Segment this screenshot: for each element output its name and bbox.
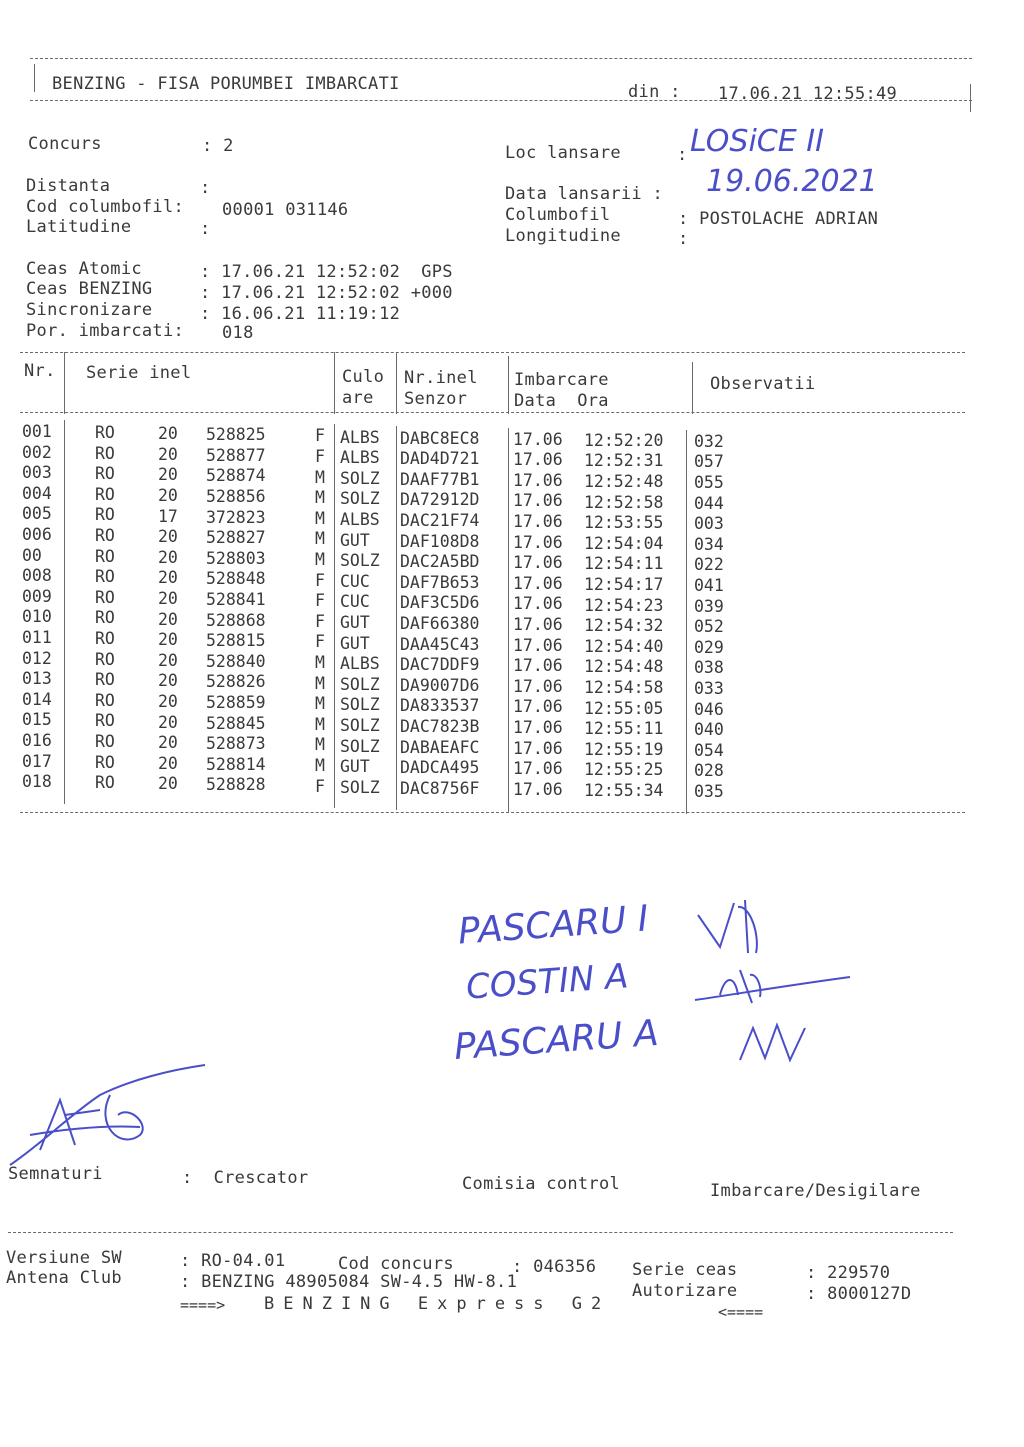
cell-nr: 012 [22, 648, 52, 668]
cell-tara: RO [95, 443, 115, 463]
cell-inel: 372823 [206, 507, 266, 527]
cell-an: 20 [158, 691, 178, 711]
cell-ora: 12:54:23 [584, 595, 664, 615]
header-culoare-1: Culo [342, 367, 385, 387]
cell-culoare: ALBS [340, 654, 380, 674]
cell-data: 17.06 [513, 759, 563, 779]
cell-tara: RO [95, 423, 115, 443]
cell-culoare: SOLZ [340, 695, 380, 715]
cell-an: 20 [158, 733, 178, 753]
header-senzor: Senzor [404, 389, 468, 409]
antena-club-label: Antena Club [6, 1268, 122, 1288]
cell-observatii: 033 [694, 679, 724, 699]
cell-data: 17.06 [513, 656, 563, 676]
cell-an: 20 [158, 650, 178, 670]
cell-data: 17.06 [513, 676, 563, 696]
header-serie-inel: Serie inel [86, 363, 192, 383]
cell-data: 17.06 [513, 779, 563, 799]
cell-sex: M [315, 508, 325, 528]
header-top-rule [30, 58, 972, 59]
signature-scribble-right-1 [690, 895, 780, 955]
cell-data: 17.06 [513, 450, 563, 470]
cell-data: 17.06 [513, 532, 563, 552]
sincronizare-label: Sincronizare [26, 300, 153, 320]
cell-culoare: SOLZ [340, 674, 380, 694]
cell-an: 20 [158, 712, 178, 732]
cell-inel: 528848 [206, 569, 266, 589]
cell-nr: 013 [22, 669, 52, 689]
cell-inel: 528827 [206, 528, 266, 548]
comisia-control-label: Comisia control [462, 1174, 621, 1194]
cell-nr: 018 [22, 772, 52, 792]
cell-nr: 016 [22, 731, 52, 750]
cell-nr: 014 [22, 689, 52, 709]
cell-ora: 12:54:17 [584, 574, 664, 594]
distanta-label: Distanta [26, 176, 111, 196]
cell-nr: 008 [22, 566, 52, 586]
cell-an: 20 [158, 609, 178, 629]
cell-observatii: 044 [694, 493, 724, 513]
cell-senzor: DA9007D6 [400, 675, 480, 695]
cell-nr: 011 [22, 628, 52, 647]
cell-sex: F [315, 426, 325, 446]
cell-nr: 005 [22, 504, 52, 524]
data-lansarii-label: Data lansarii : [505, 184, 664, 204]
header-bottom-rule [30, 100, 972, 101]
cell-observatii: 052 [694, 617, 724, 637]
cell-ora: 12:55:05 [584, 698, 664, 718]
cell-senzor: DA833537 [400, 696, 480, 716]
cell-ora: 12:53:55 [584, 513, 664, 533]
cell-ora: 12:54:32 [584, 616, 664, 636]
cell-ora: 12:55:19 [584, 739, 664, 759]
table-row [0, 648, 1024, 678]
cell-an: 20 [158, 774, 178, 794]
cell-sex: M [315, 755, 325, 775]
cell-senzor: DAAF77B1 [400, 469, 480, 489]
cell-culoare: GUT [340, 612, 370, 632]
header-data-ora: Data Ora [514, 391, 609, 411]
table-row [0, 422, 1024, 451]
latitudine-label: Latitudine [26, 217, 132, 237]
cell-sex: F [315, 570, 325, 590]
cell-inel: 528826 [206, 672, 266, 692]
cell-sex: M [315, 694, 325, 714]
cell-senzor: DABC8EC8 [400, 428, 480, 448]
cell-an: 17 [158, 506, 178, 526]
cell-senzor: DAF7B653 [400, 572, 480, 592]
header-left-bar [34, 64, 35, 92]
concurs-value: : 2 [202, 136, 234, 156]
latitudine-value: : [200, 219, 211, 239]
table-row [0, 525, 1024, 554]
autorizare-label: Autorizare [632, 1281, 738, 1301]
cell-tara: RO [95, 567, 115, 587]
cell-culoare: ALBS [340, 509, 380, 529]
cell-nr: 003 [22, 463, 52, 483]
data-lansarii-handwritten: 19.06.2021 [706, 164, 878, 199]
cell-senzor: DAF108D8 [400, 531, 480, 551]
signature-scribble-right-2 [690, 955, 860, 1015]
table-bottom-rule [20, 812, 965, 813]
cell-senzor: DAC7DDF9 [400, 655, 480, 675]
concurs-label: Concurs [28, 134, 102, 154]
table-row [0, 772, 1024, 802]
longitudine-value: : [678, 229, 689, 249]
cell-culoare: SOLZ [340, 489, 380, 509]
cell-inel: 528845 [206, 713, 266, 733]
por-imbarcati-value: 018 [222, 323, 254, 343]
cell-observatii: 040 [694, 720, 724, 740]
cell-tara: RO [95, 711, 115, 731]
table-row [0, 442, 1024, 472]
serie-ceas-value: : 229570 [806, 1263, 891, 1283]
cell-data: 17.06 [513, 718, 563, 738]
imbarcare-desigilare-label: Imbarcare/Desigilare [710, 1181, 921, 1201]
cell-ora: 12:54:48 [584, 657, 664, 677]
cell-an: 20 [158, 485, 178, 505]
cell-senzor: DAC2A5BD [400, 552, 480, 572]
cell-culoare: GUT [340, 633, 370, 653]
header-nr: Nr. [24, 361, 56, 381]
cell-senzor: DAC7823B [400, 716, 480, 736]
cell-an: 20 [158, 444, 178, 464]
loc-lansare-label: Loc lansare [505, 143, 621, 163]
cell-culoare: CUC [340, 571, 370, 591]
cell-tara: RO [95, 526, 115, 546]
cell-data: 17.06 [513, 697, 563, 717]
cell-an: 20 [158, 630, 178, 650]
ceas-atomic-label: Ceas Atomic [26, 259, 142, 279]
cell-data: 17.06 [513, 573, 563, 593]
cell-nr: 009 [22, 586, 52, 606]
cell-inel: 528868 [206, 610, 266, 630]
cell-observatii: 046 [694, 699, 724, 719]
header-nr-inel: Nr.inel [404, 368, 478, 388]
cell-inel: 528840 [206, 651, 266, 671]
signature-scribble-left [0, 1055, 220, 1175]
cell-tara: RO [95, 505, 115, 525]
header-imbarcare: Imbarcare [514, 370, 609, 390]
distanta-value: : [200, 178, 211, 198]
cod-columbofil-value: 00001 031146 [222, 200, 349, 220]
cell-tara: RO [95, 546, 115, 566]
cod-concurs-value: : 046356 [512, 1257, 597, 1277]
header-right-bar [970, 84, 971, 112]
loc-lansare-handwritten: LOSiCE II [690, 124, 824, 159]
table-header-divider [692, 362, 693, 414]
cell-observatii: 003 [694, 514, 724, 534]
cell-an: 20 [158, 527, 178, 547]
cell-culoare: SOLZ [340, 715, 380, 735]
table-row [0, 607, 1024, 637]
signature-scribble-right-3 [735, 1010, 815, 1070]
table-header-divider [508, 356, 509, 414]
crescator-label: : Crescator [182, 1168, 309, 1188]
cell-observatii: 054 [694, 740, 724, 760]
cod-concurs-label: Cod concurs [338, 1254, 454, 1274]
cell-culoare: ALBS [340, 448, 380, 468]
header-culoare-2: are [342, 388, 374, 408]
cell-ora: 12:52:58 [584, 492, 664, 512]
cell-sex: M [315, 735, 325, 755]
cell-data: 17.06 [513, 738, 563, 758]
cell-nr: 017 [22, 751, 52, 771]
cell-data: 17.06 [513, 553, 563, 573]
ceas-benzing-label: Ceas BENZING [26, 279, 153, 299]
cell-sex: M [315, 529, 325, 549]
cell-culoare: CUC [340, 592, 370, 612]
table-row [0, 731, 1024, 760]
cell-inel: 528877 [206, 445, 266, 465]
cell-sex: F [315, 776, 325, 796]
cell-inel: 528856 [206, 487, 266, 507]
cell-ora: 12:55:34 [584, 780, 664, 800]
cell-data: 17.06 [513, 635, 563, 655]
cell-sex: M [315, 652, 325, 672]
cell-inel: 528873 [206, 734, 266, 754]
cell-senzor: DABAEAFC [400, 737, 480, 757]
cell-data: 17.06 [513, 470, 563, 490]
cell-sex: F [315, 446, 325, 466]
cell-senzor: DAF3C5D6 [400, 593, 480, 613]
cell-observatii: 032 [694, 431, 724, 451]
cell-nr: 002 [22, 442, 52, 462]
cell-ora: 12:54:58 [584, 677, 664, 697]
cell-observatii: 038 [694, 658, 724, 678]
cell-an: 20 [158, 465, 178, 485]
table-header-rule [20, 412, 965, 413]
cell-observatii: 055 [694, 473, 724, 493]
cell-nr: 015 [22, 710, 52, 730]
cell-inel: 528841 [206, 590, 266, 610]
express-right-arrow: <==== [718, 1303, 764, 1321]
cell-senzor: DAF66380 [400, 613, 480, 633]
ceas-benzing-value: : 17.06.21 12:52:02 +000 [200, 283, 453, 303]
cell-tara: RO [95, 608, 115, 628]
cell-observatii: 039 [694, 596, 724, 616]
cell-an: 20 [158, 547, 178, 567]
handwritten-name-1: PASCARU I [456, 898, 650, 953]
table-row [0, 710, 1024, 740]
semnaturi-label: Semnaturi [8, 1164, 103, 1184]
cell-an: 20 [158, 568, 178, 588]
din-value: 17.06.21 12:55:49 [718, 84, 898, 104]
cell-tara: RO [95, 752, 115, 772]
table-header-divider [334, 352, 335, 414]
cell-data: 17.06 [513, 491, 563, 511]
por-imbarcati-label: Por. imbarcati: [26, 321, 185, 341]
cell-observatii: 029 [694, 637, 724, 657]
cell-sex: F [315, 632, 325, 652]
cell-inel: 528815 [206, 631, 266, 651]
cell-ora: 12:55:25 [584, 760, 664, 780]
cell-inel: 528828 [206, 775, 266, 795]
cell-culoare: SOLZ [340, 736, 380, 756]
cell-tara: RO [95, 732, 115, 752]
autorizare-value: : 8000127D [806, 1284, 912, 1304]
cell-senzor: DADCA495 [400, 758, 480, 778]
cell-inel: 528803 [206, 548, 266, 568]
cell-sex: M [315, 549, 325, 569]
cell-sex: M [315, 467, 325, 487]
cell-tara: RO [95, 670, 115, 690]
ceas-atomic-value: : 17.06.21 12:52:02 GPS [200, 262, 453, 282]
table-header-divider [64, 352, 65, 414]
cell-senzor: DAD4D721 [400, 449, 480, 469]
cell-tara: RO [95, 773, 115, 793]
columbofil-value: : POSTOLACHE ADRIAN [678, 209, 879, 229]
serie-ceas-label: Serie ceas [632, 1260, 738, 1280]
cell-inel: 528859 [206, 693, 266, 713]
cell-tara: RO [95, 649, 115, 669]
cell-tara: RO [95, 484, 115, 504]
cell-tara: RO [95, 464, 115, 484]
table-row [0, 751, 1024, 781]
cell-an: 20 [158, 753, 178, 773]
cell-culoare: GUT [340, 757, 370, 777]
cell-sex: M [315, 488, 325, 508]
table-header-divider [396, 352, 397, 414]
document-title: BENZING - FISA PORUMBEI IMBARCATI [52, 74, 400, 94]
cell-tara: RO [95, 690, 115, 710]
cell-senzor: DAC21F74 [400, 510, 480, 530]
columbofil-label: Columbofil [505, 205, 611, 225]
cell-senzor: DA72912D [400, 490, 480, 510]
footer-top-rule [8, 1232, 953, 1233]
cell-culoare: SOLZ [340, 777, 380, 797]
cell-inel: 528874 [206, 466, 266, 486]
table-row [0, 504, 1024, 534]
cell-inel: 528825 [206, 425, 266, 445]
cell-sex: M [315, 714, 325, 734]
table-row [0, 628, 1024, 657]
cell-ora: 12:52:20 [584, 430, 664, 450]
cell-culoare: SOLZ [340, 551, 380, 571]
express-left-arrow: ====> [180, 1296, 226, 1314]
loc-lansare-colon: : [677, 145, 688, 165]
cell-data: 17.06 [513, 594, 563, 614]
cell-an: 20 [158, 424, 178, 444]
cell-ora: 12:54:04 [584, 533, 664, 553]
cell-observatii: 022 [694, 555, 724, 575]
cell-culoare: ALBS [340, 427, 380, 447]
cell-sex: M [315, 673, 325, 693]
cell-senzor: DAC8756F [400, 778, 480, 798]
cell-an: 20 [158, 671, 178, 691]
cell-nr: 006 [22, 525, 52, 544]
antena-club-value: : BENZING 48905084 SW-4.5 HW-8.1 [180, 1272, 518, 1292]
cell-data: 17.06 [513, 429, 563, 449]
cell-inel: 528814 [206, 754, 266, 774]
cell-culoare: SOLZ [340, 468, 380, 488]
cell-data: 17.06 [513, 615, 563, 635]
cell-an: 20 [158, 588, 178, 608]
handwritten-name-3: PASCARU A [452, 1012, 660, 1069]
din-label: din : [628, 82, 681, 102]
table-row [0, 545, 1024, 575]
cell-observatii: 057 [694, 452, 724, 472]
cell-sex: F [315, 611, 325, 631]
table-top-rule [20, 352, 965, 353]
cell-observatii: 041 [694, 576, 724, 596]
header-observatii: Observatii [710, 374, 816, 394]
cell-ora: 12:54:40 [584, 636, 664, 656]
cell-tara: RO [95, 629, 115, 649]
longitudine-label: Longitudine [505, 226, 621, 246]
cell-ora: 12:55:11 [584, 719, 664, 739]
cell-ora: 12:52:31 [584, 451, 664, 471]
cell-observatii: 028 [694, 761, 724, 781]
cell-culoare: GUT [340, 530, 370, 550]
cell-nr: 010 [22, 607, 52, 627]
cell-tara: RO [95, 587, 115, 607]
cod-columbofil-label: Cod columbofil: [26, 197, 185, 217]
cell-nr: 001 [22, 422, 52, 441]
cell-ora: 12:54:11 [584, 554, 664, 574]
versiune-sw-label: Versiune SW [6, 1248, 122, 1268]
cell-senzor: DAA45C43 [400, 634, 480, 654]
cell-nr: 004 [22, 483, 52, 503]
express-banner: BENZING Express G2 [264, 1294, 611, 1314]
sincronizare-value: : 16.06.21 11:19:12 [200, 304, 401, 324]
versiune-sw-value: : RO-04.01 [180, 1251, 286, 1271]
cell-sex: F [315, 591, 325, 611]
cell-data: 17.06 [513, 512, 563, 532]
handwritten-name-2: COSTIN A [464, 956, 630, 1008]
cell-nr: 00 [22, 545, 42, 565]
cell-observatii: 034 [694, 534, 724, 554]
cell-observatii: 035 [694, 782, 724, 802]
cell-ora: 12:52:48 [584, 471, 664, 491]
